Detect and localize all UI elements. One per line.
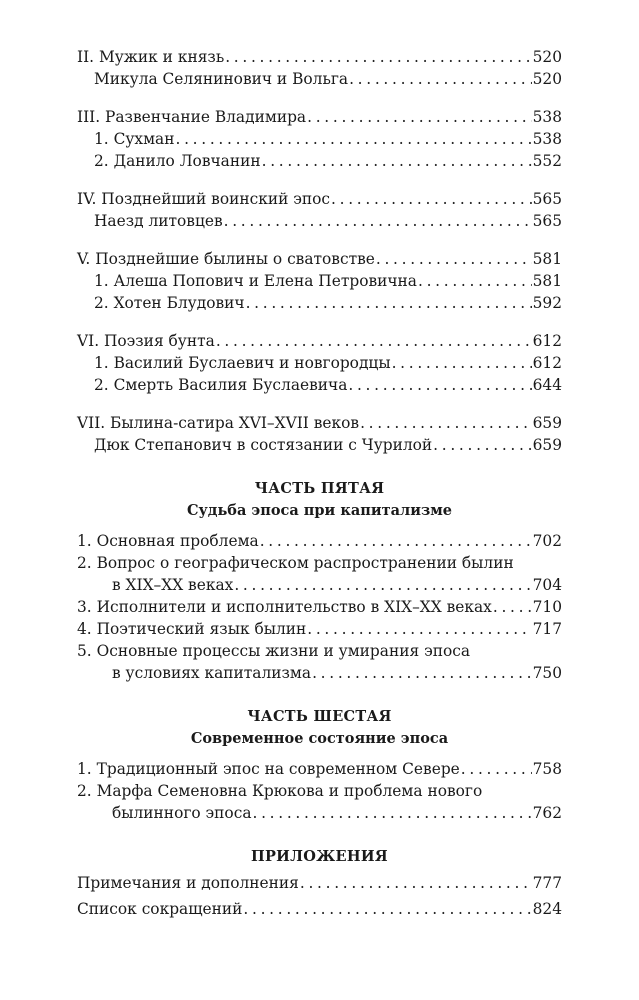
dot-leader — [176, 128, 532, 150]
toc-entry[interactable] — [77, 618, 562, 640]
toc-entry[interactable] — [77, 128, 562, 150]
toc-page-number: 612 — [532, 332, 562, 350]
toc-page-number: 777 — [532, 874, 562, 892]
toc-entry[interactable] — [77, 330, 562, 352]
toc-entry[interactable] — [77, 352, 562, 374]
toc-page-number: 659 — [532, 436, 562, 454]
part-heading: ЧАСТЬ ПЯТАЯ — [254, 480, 385, 497]
part-subheading: Современное состояние эпоса — [190, 730, 449, 747]
toc-entry[interactable] — [77, 188, 562, 210]
toc-entry[interactable] — [77, 552, 562, 574]
toc-page-number: 565 — [532, 190, 562, 208]
toc-page-number: 710 — [532, 598, 562, 616]
toc-entry[interactable] — [77, 412, 562, 434]
toc-page-number: 581 — [532, 272, 562, 290]
toc-entry[interactable] — [77, 434, 562, 456]
toc-entry[interactable] — [77, 270, 562, 292]
dot-leader — [224, 210, 532, 232]
toc-entry[interactable] — [77, 292, 562, 314]
toc-entry-title: Список сокращений — [77, 900, 243, 918]
toc-entry-title: 2. Смерть Василия Буслаевича — [94, 376, 348, 394]
appendix-heading: ПРИЛОЖЕНИЯ — [250, 848, 388, 865]
toc-page-number: 644 — [532, 376, 562, 394]
toc-page-number: 824 — [532, 900, 562, 918]
toc-page-number: 520 — [532, 48, 562, 66]
toc-entry[interactable] — [77, 530, 562, 552]
part-subheading: Судьба эпоса при капитализме — [186, 502, 453, 519]
toc-entry-title-cont: былинного эпоса — [112, 804, 252, 822]
dot-leader — [246, 292, 532, 314]
toc-page-number: 750 — [532, 664, 562, 682]
toc-entry-title: IV. Позднейший воинский эпос — [77, 190, 331, 208]
toc-entry-title: V. Позднейшие былины о сватовстве — [77, 250, 375, 268]
toc-entry[interactable] — [77, 374, 562, 396]
toc-entry-continuation[interactable] — [77, 802, 562, 824]
toc-entry-title: 3. Исполнители и исполнительство в XIX–XX веках — [77, 598, 492, 616]
dot-leader — [349, 68, 532, 90]
dot-leader — [331, 188, 532, 210]
toc-entry[interactable] — [77, 150, 562, 172]
toc-entry-title: 1. Сухман — [94, 130, 175, 148]
dot-leader — [225, 46, 531, 68]
toc-entry[interactable] — [77, 758, 562, 780]
toc-entry-title: Наезд литовцев — [94, 212, 223, 230]
dot-leader — [461, 758, 532, 780]
toc-entry-title: VI. Поэзия бунта — [77, 332, 215, 350]
toc-page-number: 612 — [532, 354, 562, 372]
toc-entry-title: 2. Вопрос о географическом распространении былин — [77, 554, 514, 572]
dot-leader — [307, 106, 532, 128]
toc-page-number: 717 — [532, 620, 562, 638]
part-heading: ЧАСТЬ ШЕСТАЯ — [247, 708, 392, 725]
toc-entry-continuation[interactable] — [77, 662, 562, 684]
toc-page-number: 659 — [532, 414, 562, 432]
dot-leader — [307, 618, 531, 640]
toc-page-number: 565 — [532, 212, 562, 230]
toc-entry-title: 2. Марфа Семеновна Крюкова и проблема нового — [77, 782, 483, 800]
toc-entry-title-cont: в условиях капитализма — [112, 664, 312, 682]
dot-leader — [300, 872, 532, 894]
toc-page-number: 702 — [532, 532, 562, 550]
dot-leader — [253, 802, 532, 824]
dot-leader — [234, 574, 531, 596]
dot-leader — [360, 412, 532, 434]
toc-entry-continuation[interactable] — [77, 574, 562, 596]
toc-entry-title: Примечания и дополнения — [77, 874, 299, 892]
toc-page-number: 520 — [532, 70, 562, 88]
dot-leader — [216, 330, 532, 352]
toc-entry-title: 5. Основные процессы жизни и умирания эпоса — [77, 642, 471, 660]
toc-entry[interactable] — [77, 106, 562, 128]
dot-leader — [262, 150, 532, 172]
toc-entry[interactable] — [77, 780, 562, 802]
dot-leader — [348, 374, 531, 396]
toc-entry-title: II. Мужик и князь — [77, 48, 225, 66]
toc-page-number: 538 — [532, 130, 562, 148]
toc-entry-title: 1. Алеша Попович и Елена Петровична — [94, 272, 417, 290]
toc-entry[interactable] — [77, 872, 562, 894]
toc-entry-title: Микула Селянинович и Вольга — [94, 70, 349, 88]
toc-entry[interactable] — [77, 898, 562, 920]
toc-entry[interactable] — [77, 46, 562, 68]
toc-entry[interactable] — [77, 210, 562, 232]
dot-leader — [418, 270, 532, 292]
dot-leader — [493, 596, 532, 618]
toc-entry-title: 1. Василий Буслаевич и новгородцы — [94, 354, 391, 372]
toc-entry-title: III. Развенчание Владимира — [77, 108, 307, 126]
toc-page-number: 592 — [532, 294, 562, 312]
toc-entry[interactable] — [77, 640, 562, 662]
dot-leader — [243, 898, 531, 920]
toc-entry-title-cont: в XIX–XX веках — [112, 576, 234, 594]
table-of-contents — [77, 46, 562, 920]
toc-entry[interactable] — [77, 248, 562, 270]
toc-entry-title: 1. Основная проблема — [77, 532, 259, 550]
toc-entry-title: 4. Поэтический язык былин — [77, 620, 307, 638]
toc-entry-title: 2. Данило Ловчанин — [94, 152, 261, 170]
toc-entry-title: Дюк Степанович в состязании с Чурилой — [94, 436, 433, 454]
dot-leader — [392, 352, 532, 374]
toc-entry-title: 2. Хотен Блудович — [94, 294, 245, 312]
toc-page-number: 552 — [532, 152, 562, 170]
toc-page-number: 758 — [532, 760, 562, 778]
toc-entry-title: 1. Традиционный эпос на современном Севере — [77, 760, 460, 778]
toc-entry[interactable] — [77, 68, 562, 90]
toc-entry[interactable] — [77, 596, 562, 618]
dot-leader — [376, 248, 532, 270]
toc-page-number: 538 — [532, 108, 562, 126]
toc-page-number: 762 — [532, 804, 562, 822]
dot-leader — [260, 530, 532, 552]
toc-page-number: 704 — [532, 576, 562, 594]
dot-leader — [312, 662, 532, 684]
dot-leader — [433, 434, 531, 456]
toc-page-number: 581 — [532, 250, 562, 268]
toc-entry-title: VII. Былина-сатира XVI–XVII веков — [77, 414, 360, 432]
